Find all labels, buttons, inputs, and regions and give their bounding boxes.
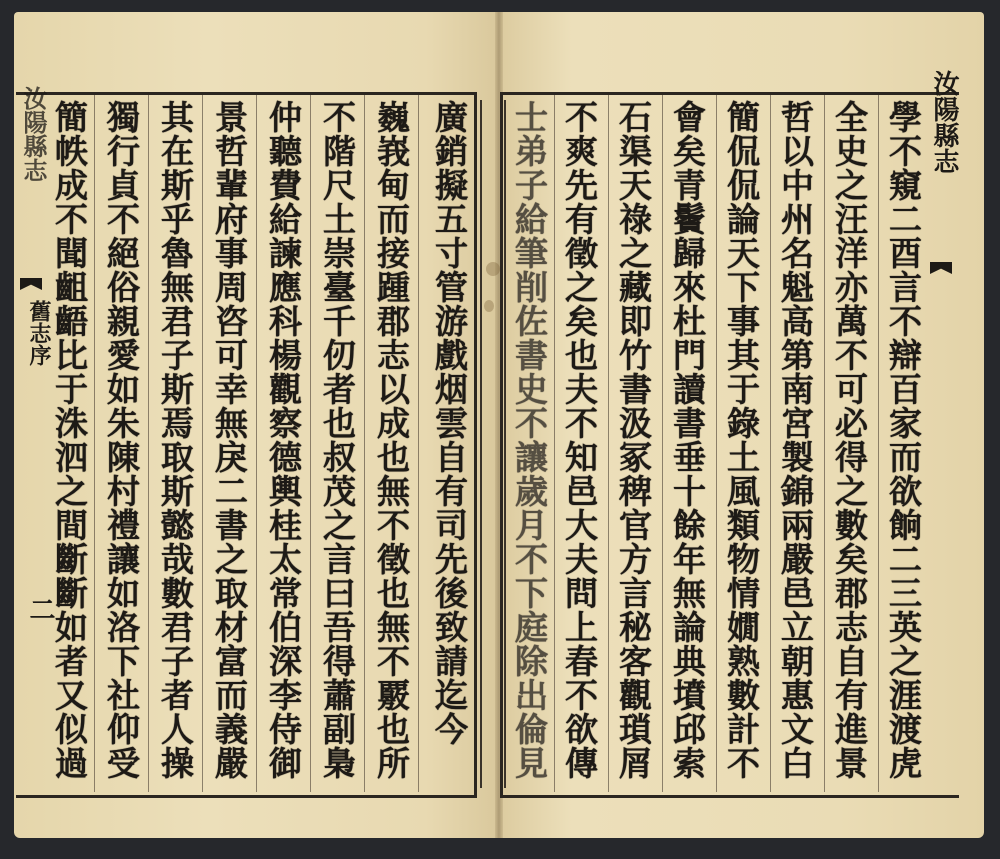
text-column: 簡侃侃論天下事其于錄土風類物情嫺熟數計不	[722, 100, 761, 780]
left-margin-title: 汝陽縣志	[19, 86, 48, 182]
column-rule	[824, 95, 825, 792]
column-rule	[148, 95, 149, 792]
text-column: 學不窺二酉言不辯百家而欲餉二三英之涯渡虎	[884, 100, 923, 780]
page-number: 二	[25, 596, 55, 622]
text-column: 獨行貞不絕俗親愛如朱陳村禮讓如洛下社仰受	[102, 100, 141, 780]
column-rule	[418, 95, 419, 792]
text-column: 哲以中州名魁高第南宮製錦兩嚴邑立朝惠文白	[776, 100, 815, 780]
text-column: 簡帙成不聞齟齬比于洙泗之間斷斷如者又似過	[50, 100, 89, 780]
column-rule	[878, 95, 879, 792]
text-column: 士弟子給筆削佐書史不讓歲月不下庭除出倫見	[510, 100, 549, 780]
column-rule	[310, 95, 311, 792]
paper-wormhole	[484, 300, 494, 312]
section-label: 舊志序	[26, 300, 52, 366]
text-column: 景哲輩府事周咨可幸無戾二書之取材富而義嚴	[210, 100, 249, 780]
text-column: 其在斯乎魯無君子斯焉取斯懿哉數君子者人操	[156, 100, 195, 780]
text-column: 會矣青鬢歸來杜門讀書垂十餘年無論典墳邱索	[668, 100, 707, 780]
paper-wormhole	[486, 262, 500, 276]
column-rule	[202, 95, 203, 792]
text-column: 巍峩甸而接踵郡志以成也無不徵也無不覈也所	[372, 100, 411, 780]
text-column: 石渠天祿之藏即竹書汲冢稗官方言秘客觀瑣屑	[614, 100, 653, 780]
text-column: 全史之汪洋亦萬不可必得之數矣郡志自有進景	[830, 100, 869, 780]
left-page-inner-rule	[480, 100, 482, 788]
column-rule	[716, 95, 717, 792]
text-column: 仲聽費給諫應科楊觀察德輿桂太常伯深李侍御	[264, 100, 303, 780]
column-rule	[662, 95, 663, 792]
column-rule	[94, 95, 95, 792]
text-column: 不階尺土崇臺千仞者也叔茂之言曰吾得蕭副梟	[318, 100, 357, 780]
column-rule	[256, 95, 257, 792]
column-rule	[554, 95, 555, 792]
column-rule	[608, 95, 609, 792]
text-column: 廣銷擬五寸管游戲烟雲自有司先後致請迄今	[430, 100, 469, 746]
right-margin-title: 汝陽縣志	[929, 70, 959, 174]
column-rule	[364, 95, 365, 792]
text-column: 不爽先有徵之矣也夫不知邑大夫問上春不欲傳	[560, 100, 599, 780]
column-rule	[770, 95, 771, 792]
